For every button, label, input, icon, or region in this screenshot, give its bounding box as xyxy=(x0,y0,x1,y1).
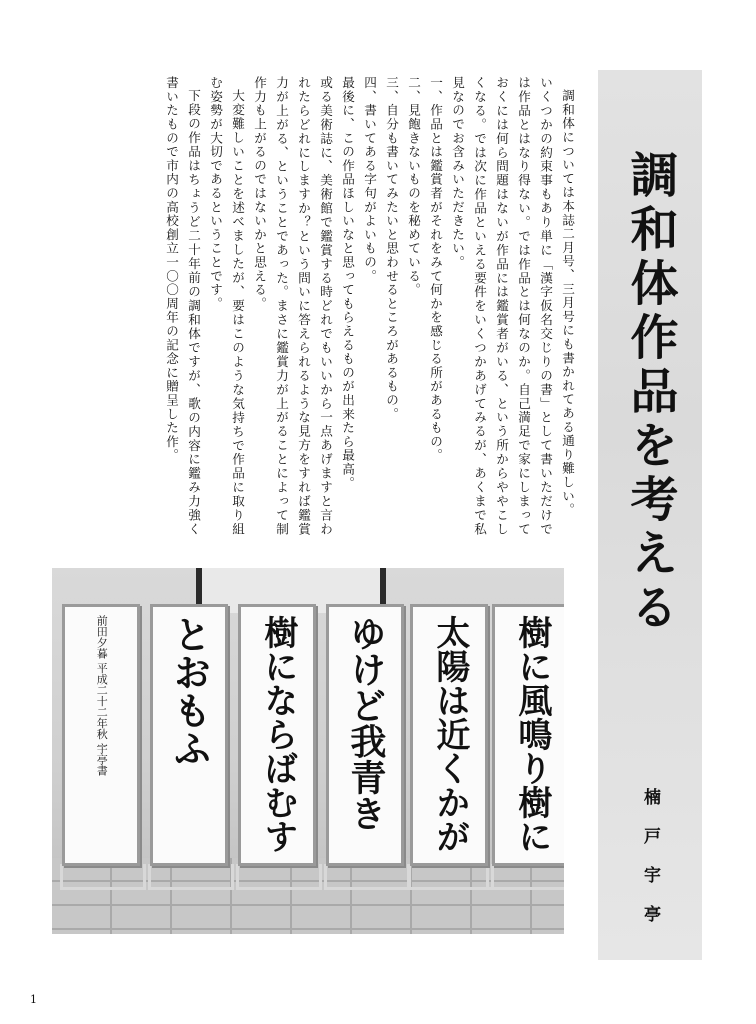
panel-text: ゆけど我青き xyxy=(344,615,387,831)
body-paragraph: 調和体については本誌二月号、三月号にも書かれてある通り難しい。 xyxy=(560,88,575,517)
body-list-item: 一、作品とは鑑賞者がそれをみて何かを感じる所があるもの。 xyxy=(428,76,443,463)
body-paragraph: いくつかの約束事もあり単に「漢字仮名交じりの書」として書いただけでは作品とはなり得ない。では作品とは何なのか。自己満足で家にしまっておくには何ら問題はないが作品には鑑賞者がいる、という所からややこしくなる。では次に作品といえる要件をいくつかあげてみるが、あくまで私見なのでお含みいただきたい。 xyxy=(450,76,553,536)
calligraphy-panel xyxy=(238,604,316,866)
page-number: 1 xyxy=(30,993,37,1006)
panel-text: とおもふ xyxy=(166,615,212,767)
article-body xyxy=(52,76,578,536)
panel-text: 太陽は近くかが xyxy=(429,615,470,853)
calligraphy-panel xyxy=(150,604,228,866)
body-paragraph: 下段の作品はちょうど二十年前の調和体ですが、歌の内容に鑑み力強く書いたもので市内の高校創立一〇〇周年の記念に贈呈した作。 xyxy=(164,76,201,536)
author-name: 楠戸宇亭 xyxy=(640,788,660,944)
calligraphy-panel xyxy=(326,604,404,866)
calligraphy-panel xyxy=(410,604,488,866)
title-strip xyxy=(598,70,702,960)
body-list-item: 四、書いてある字句がよいもの。 xyxy=(362,76,377,283)
panel-text: 樹に風鳴り樹に xyxy=(511,615,552,853)
calligraphy-panel xyxy=(62,604,140,866)
calligraphy-panel xyxy=(492,604,564,866)
panel-text: 前田夕暮 平成二十二年秋 宇亭書 xyxy=(95,615,109,776)
body-paragraph: 最後に、この作品ほしいなと思ってもらえるものが出来たら最高。 xyxy=(340,76,355,490)
article-title: 調和体作品を考える xyxy=(622,150,678,636)
panel-text: 樹にならばむす xyxy=(257,615,298,853)
body-list-item: 二、見飽きないものを秘めている。 xyxy=(406,76,421,297)
body-list-item: 三、自分も書いてみたいと思わせるところがあるもの。 xyxy=(384,76,399,421)
body-paragraph: 大変難しいことを述べましたが、要はこのような気持ちで作品に取り組む姿勢が大切であるということです。 xyxy=(208,76,245,536)
body-paragraph: 或る美術誌に、美術館で鑑賞する時どれでもいいから一点あげますと言われたらどれにしますか？という問いに答えられるような見方をすれば鑑賞力が上がる、ということであった。まさに鑑賞力が上がることによって制作力も上がるのではないかと思える。 xyxy=(252,76,333,536)
calligraphy-photo xyxy=(52,568,564,934)
